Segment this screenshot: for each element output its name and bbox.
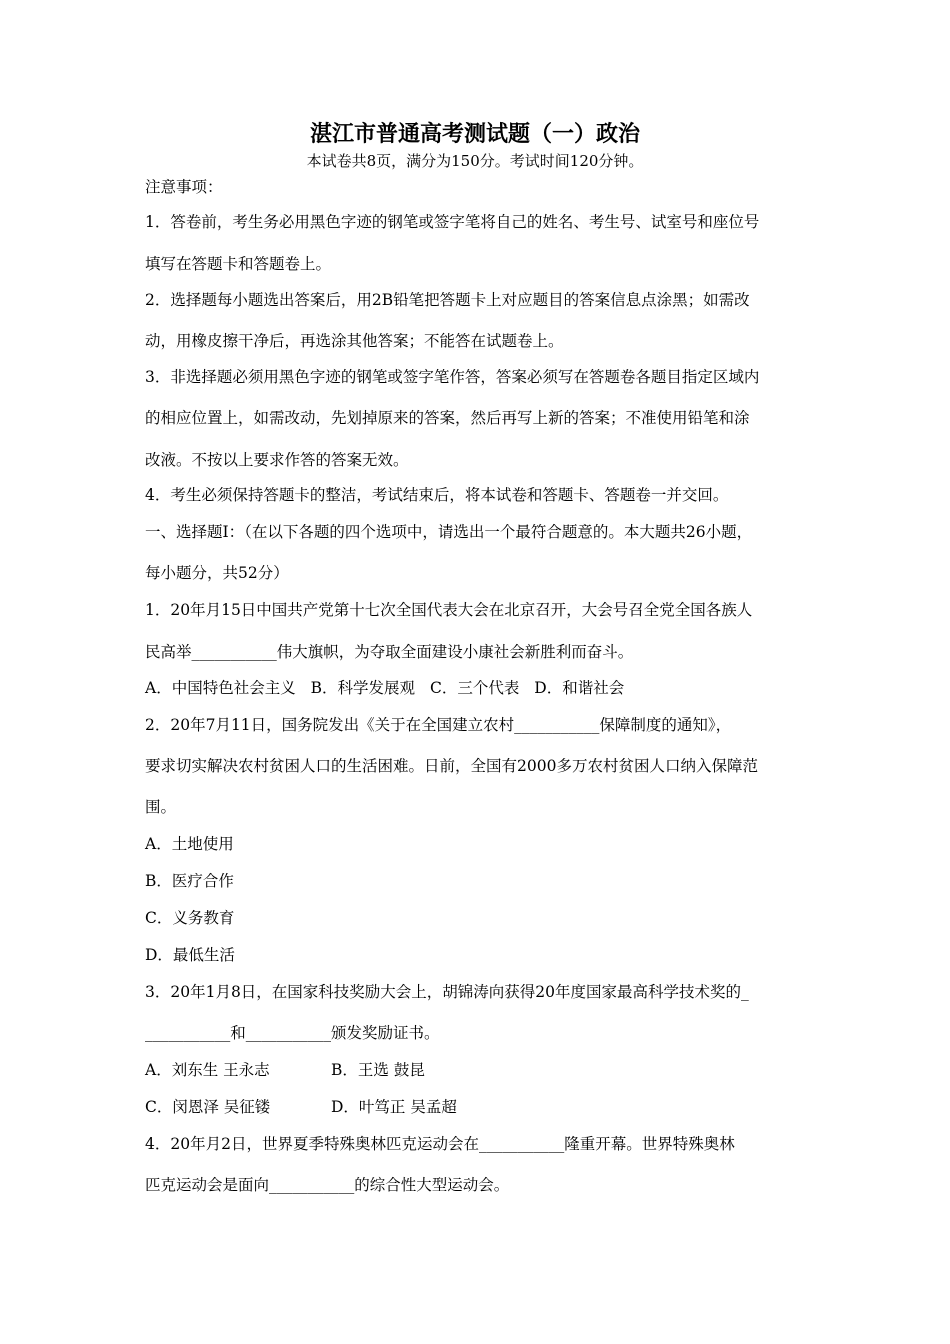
- q1-stem-line-2: 民高举___________伟大旗帜，为夺取全面建设小康社会新胜利而奋斗。: [145, 643, 634, 661]
- notice-3-line-2: 的相应位置上，如需改动，先划掉原来的答案，然后再写上新的答案；不准使用铅笔和涂: [145, 409, 750, 427]
- page-subtitle: 本试卷共8页，满分为150分。考试时间120分钟。: [306, 152, 644, 170]
- page-title: 湛江市普通高考测试题（一）政治: [309, 121, 640, 147]
- notice-3-line-3: 改液。不按以上要求作答的答案无效。: [145, 451, 409, 469]
- section-heading-line-1: 一、选择题I：（在以下各题的四个选项中，请选出一个最符合题意的。本大题共26小题，: [145, 523, 753, 541]
- notice-2-line-2: 动，用橡皮擦干净后，再选涂其他答案；不能答在试题卷上。: [145, 332, 564, 350]
- q1-option-d: D．和谐社会: [534, 679, 625, 697]
- q2-option-c: C．义务教育: [145, 909, 235, 927]
- q1-option-a: A．中国特色社会主义: [145, 679, 296, 697]
- q2-stem-line-1: 2．20年7月11日，国务院发出《关于在全国建立农村___________保障制度的通知》，: [145, 716, 732, 734]
- q3-option-c: C．闵恩泽 吴征镂: [145, 1098, 271, 1116]
- q3-option-d: D．叶笃正 吴孟超: [331, 1098, 457, 1116]
- q2-stem-line-2: 要求切实解决农村贫困人口的生活困难。日前，全国有2000多万农村贫困人口纳入保障范: [145, 757, 758, 775]
- q2-option-d: D．最低生活: [145, 946, 235, 964]
- notice-3-line-1: 3．非选择题必须用黑色字迹的钢笔或签字笔作答，答案必须写在答题卷各题目指定区域内: [145, 368, 760, 386]
- q4-stem-line-1: 4．20年月2日，世界夏季特殊奥林匹克运动会在___________隆重开幕。世界特殊奥林: [145, 1135, 735, 1153]
- q2-stem-line-3: 围。: [145, 798, 177, 816]
- notice-heading: 注意事项：: [145, 178, 223, 196]
- q3-options-row-1: [145, 1058, 425, 1082]
- q2-option-a: A．土地使用: [145, 835, 234, 853]
- q3-stem-line-1: 3．20年1月8日，在国家科技奖励大会上，胡锦涛向获得20年度国家最高科学技术奖的_: [145, 983, 749, 1001]
- q1-option-b: B．科学发展观: [310, 679, 416, 697]
- q1-option-c: C．三个代表: [429, 679, 520, 697]
- q3-stem-line-2: ___________和___________颁发奖励证书。: [145, 1024, 440, 1042]
- q4-stem-line-2: 匹克运动会是面向___________的综合性大型运动会。: [145, 1176, 510, 1194]
- section-heading-line-2: 每小题分，共52分）: [145, 564, 289, 582]
- q1-options: [145, 676, 634, 700]
- notice-1-line-1: 1．答卷前，考生务必用黑色字迹的钢笔或签字笔将自己的姓名、考生号、试室号和座位号: [145, 213, 760, 231]
- q3-option-b: B．王选 鼓昆: [331, 1061, 425, 1079]
- q2-option-b: B．医疗合作: [145, 872, 234, 890]
- q3-option-a: A．刘东生 王永志: [145, 1061, 270, 1079]
- q1-stem-line-1: 1．20年月15日中国共产党第十七次全国代表大会在北京召开，大会号召全党全国各族人: [145, 601, 753, 619]
- notice-4-line-1: 4．考生必须保持答题卡的整洁，考试结束后，将本试卷和答题卡、答题卷一并交回。: [145, 486, 729, 504]
- notice-2-line-1: 2．选择题每小题选出答案后，用2B铅笔把答题卡上对应题目的答案信息点涂黑；如需改: [145, 291, 750, 309]
- q3-options-row-2: [145, 1095, 457, 1119]
- notice-1-line-2: 填写在答题卡和答题卷上。: [145, 255, 332, 273]
